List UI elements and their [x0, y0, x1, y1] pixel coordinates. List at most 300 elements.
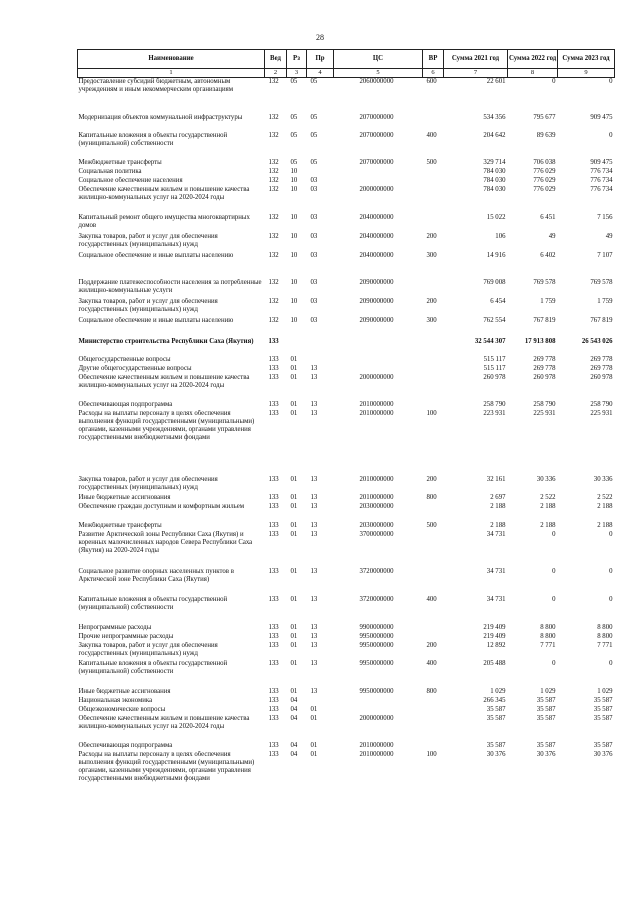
- row-sum-2021: 2 188: [490, 521, 506, 529]
- header-sum-2021: Сумма 2021 год: [444, 50, 508, 69]
- table-body: [78, 78, 615, 797]
- row-sum-2021: 15 022: [486, 213, 506, 221]
- row-sum-2022: 6 402: [540, 251, 556, 259]
- row-cs: 9950000000: [359, 659, 394, 667]
- row-sum-2022: 269 778: [533, 364, 556, 372]
- col-number: 1: [78, 69, 265, 78]
- row-cs: [334, 697, 423, 706]
- table-row: [78, 186, 615, 214]
- row-ved: 133: [268, 521, 279, 529]
- row-cs: 2090000000: [359, 278, 394, 286]
- row-sum-2022: 8 800: [540, 632, 556, 640]
- page-number: 28: [316, 33, 324, 42]
- row-sum-2021: 204 642: [483, 131, 506, 139]
- row-name: Межбюджетные трансферты: [78, 521, 162, 529]
- row-sum-2021: 6 454: [490, 297, 506, 305]
- header-row: [78, 50, 615, 69]
- row-sum-2022: 795 677: [533, 113, 556, 121]
- row-sum-2022: 767 819: [533, 316, 556, 324]
- row-vr: [423, 365, 444, 374]
- row-sum-2022: 225 931: [533, 409, 556, 417]
- row-name: Социальное обеспечение населения: [78, 176, 183, 184]
- row-ved: 132: [268, 158, 279, 166]
- row-pr: 13: [310, 409, 318, 417]
- row-vr: [423, 531, 444, 568]
- table-row: [78, 233, 615, 252]
- row-sum-2021: 266 345: [483, 696, 506, 704]
- col-number: 6: [423, 69, 444, 78]
- table-row: [78, 252, 615, 279]
- row-name: Обеспечивающая подпрограмма: [78, 400, 173, 408]
- row-cs: 2010000000: [359, 409, 394, 417]
- row-vr: 400: [426, 131, 437, 139]
- row-cs: 2070000000: [359, 113, 394, 121]
- row-rz: 01: [290, 364, 298, 372]
- row-sum-2023: 0: [609, 131, 613, 139]
- row-rz: 10: [290, 251, 298, 259]
- row-vr: [423, 697, 444, 706]
- table-row: [78, 624, 615, 633]
- row-name: Капитальные вложения в объекты государственной (муниципальной) собственности: [78, 131, 228, 147]
- row-pr: 13: [310, 400, 318, 408]
- row-pr: 13: [310, 641, 318, 649]
- table-row: [78, 751, 615, 797]
- row-pr: 03: [310, 213, 318, 221]
- row-sum-2021: 34 731: [486, 530, 506, 538]
- row-sum-2023: 8 800: [597, 632, 613, 640]
- row-sum-2022: 0: [552, 530, 556, 538]
- row-cs: [334, 177, 423, 186]
- row-rz: 04: [290, 750, 298, 758]
- row-name: Иные бюджетные ассигнования: [78, 687, 171, 695]
- row-sum-2022: 706 038: [533, 158, 556, 166]
- header-rz: Рз: [287, 50, 307, 69]
- row-pr: 03: [310, 297, 318, 305]
- row-sum-2021: 219 409: [483, 623, 506, 631]
- row-name: Социальное обеспечение и иные выплаты населению: [78, 251, 234, 259]
- row-ved: 132: [268, 297, 279, 305]
- row-sum-2022: 0: [552, 595, 556, 603]
- row-sum-2021: 515 117: [483, 364, 506, 372]
- row-pr: 03: [310, 316, 318, 324]
- row-name: Обеспечение качественным жильем и повышение качества жилищно-коммунальных услуг на 2020-2024 годы: [78, 185, 250, 201]
- row-ved: 133: [268, 641, 279, 649]
- row-sum-2023: 26 543 026: [581, 337, 613, 345]
- table-row: [78, 715, 615, 742]
- row-rz: 01: [290, 409, 298, 417]
- row-cs: 3720000000: [359, 595, 394, 603]
- row-ved: 132: [268, 167, 279, 175]
- row-rz: 10: [290, 176, 298, 184]
- row-vr: 800: [426, 493, 437, 501]
- row-pr: 05: [310, 113, 318, 121]
- row-sum-2022: 260 978: [533, 373, 556, 381]
- row-cs: 3720000000: [359, 567, 394, 575]
- table-row: [78, 177, 615, 186]
- row-name: Капитальные вложения в объекты государственной (муниципальной) собственности: [78, 659, 228, 675]
- row-pr: [307, 338, 334, 356]
- row-sum-2023: 1 029: [597, 687, 613, 695]
- row-cs: [334, 706, 423, 715]
- row-sum-2021: 22 601: [486, 78, 506, 85]
- row-cs: 2010000000: [359, 493, 394, 501]
- row-vr: [423, 633, 444, 642]
- row-sum-2022: 776 029: [533, 185, 556, 193]
- row-rz: 04: [290, 714, 298, 722]
- row-sum-2023: 35 587: [593, 705, 613, 713]
- row-vr: [423, 374, 444, 401]
- row-ved: 132: [268, 232, 279, 240]
- row-rz: 04: [290, 696, 298, 704]
- row-name: Закупка товаров, работ и услуг для обеспечения государственных (муниципальных) нужд: [78, 297, 218, 313]
- table-row: [78, 522, 615, 531]
- row-name: Капитальные вложения в объекты государственной (муниципальной) собственности: [78, 595, 228, 611]
- row-sum-2021: 762 554: [483, 316, 506, 324]
- row-ved: 133: [268, 493, 279, 501]
- row-vr: [423, 568, 444, 596]
- row-cs: 2070000000: [359, 131, 394, 139]
- table-row: [78, 568, 615, 596]
- row-sum-2023: 776 734: [590, 185, 613, 193]
- row-sum-2022: 8 800: [540, 623, 556, 631]
- row-ved: 133: [268, 696, 279, 704]
- row-sum-2021: 106: [495, 232, 506, 240]
- row-vr: 100: [426, 409, 437, 417]
- row-cs: 2060000000: [359, 78, 394, 85]
- row-sum-2021: 1 029: [490, 687, 506, 695]
- col-number: 7: [444, 69, 508, 78]
- row-ved: 132: [268, 251, 279, 259]
- row-sum-2021: 14 916: [486, 251, 506, 259]
- row-cs: 2010000000: [359, 475, 394, 483]
- row-name: Обеспечивающая подпрограмма: [78, 741, 173, 749]
- row-sum-2022: 7 771: [540, 641, 556, 649]
- row-sum-2021: 32 544 307: [474, 337, 506, 345]
- row-pr: 13: [310, 659, 318, 667]
- row-sum-2023: 0: [609, 659, 613, 667]
- row-cs: 2010000000: [359, 400, 394, 408]
- row-ved: 133: [268, 530, 279, 538]
- row-sum-2021: 35 587: [486, 741, 506, 749]
- col-number: 4: [307, 69, 334, 78]
- table-row: [78, 660, 615, 688]
- row-sum-2022: 1 759: [540, 297, 556, 305]
- col-number: 9: [558, 69, 615, 78]
- row-ved: 132: [268, 131, 279, 139]
- row-sum-2023: 776 734: [590, 176, 613, 184]
- row-pr: 01: [310, 714, 318, 722]
- row-vr: [423, 214, 444, 233]
- table-row: [78, 410, 615, 476]
- row-pr: 13: [310, 493, 318, 501]
- row-sum-2023: 0: [609, 567, 613, 575]
- row-cs: 2010000000: [359, 741, 394, 749]
- row-ved: 133: [268, 623, 279, 631]
- row-name: Иные бюджетные ассигнования: [78, 493, 171, 501]
- row-sum-2023: 30 336: [593, 475, 613, 483]
- row-vr: 200: [426, 297, 437, 305]
- table-row: [78, 476, 615, 494]
- row-name: Межбюджетные трансферты: [78, 158, 162, 166]
- header-pr: Пр: [307, 50, 334, 69]
- row-name: Другие общегосударственные вопросы: [78, 364, 192, 372]
- row-vr: [423, 279, 444, 298]
- row-pr: 03: [310, 251, 318, 259]
- row-ved: 132: [268, 113, 279, 121]
- row-sum-2021: 534 356: [483, 113, 506, 121]
- row-sum-2021: 12 892: [486, 641, 506, 649]
- row-sum-2022: 2 188: [540, 521, 556, 529]
- row-pr: 05: [310, 131, 318, 139]
- col-number: 8: [508, 69, 558, 78]
- row-cs: 2000000000: [359, 185, 394, 193]
- row-rz: 01: [290, 400, 298, 408]
- row-cs: [334, 338, 423, 356]
- row-vr: [423, 168, 444, 177]
- row-pr: [307, 356, 334, 365]
- row-ved: 132: [268, 78, 279, 85]
- row-vr: 800: [426, 687, 437, 695]
- row-cs: 2040000000: [359, 251, 394, 259]
- row-cs: 2070000000: [359, 158, 394, 166]
- row-name: Закупка товаров, работ и услуг для обеспечения государственных (муниципальных) нужд: [78, 641, 218, 657]
- row-sum-2022: 6 451: [540, 213, 556, 221]
- row-sum-2022: 2 188: [540, 502, 556, 510]
- table-row: [78, 114, 615, 132]
- row-sum-2023: 909 475: [590, 158, 613, 166]
- row-vr: [423, 338, 444, 356]
- row-pr: 13: [310, 567, 318, 575]
- row-ved: 133: [268, 714, 279, 722]
- row-sum-2021: 260 978: [483, 373, 506, 381]
- row-rz: 01: [290, 659, 298, 667]
- row-name: Общеэкономические вопросы: [78, 705, 166, 713]
- row-rz: 05: [290, 131, 298, 139]
- row-sum-2022: 30 336: [536, 475, 556, 483]
- row-ved: 132: [268, 185, 279, 193]
- column-number-row: [78, 69, 615, 78]
- row-name: Обеспечение качественным жильем и повышение качества жилищно-коммунальных услуг на 2020-2024 годы: [78, 714, 250, 730]
- row-rz: 04: [290, 705, 298, 713]
- row-rz: 01: [290, 493, 298, 501]
- row-cs: 9950000000: [359, 632, 394, 640]
- row-name: Предоставление субсидий бюджетным, автономным учреждениям и иным некоммерческим организациям: [78, 78, 234, 93]
- row-ved: 132: [268, 278, 279, 286]
- budget-table: [77, 49, 615, 797]
- row-pr: 01: [310, 750, 318, 758]
- row-rz: 01: [290, 521, 298, 529]
- row-ved: 133: [268, 409, 279, 417]
- row-sum-2023: 2 188: [597, 502, 613, 510]
- row-sum-2022: 89 639: [536, 131, 556, 139]
- row-rz: 01: [290, 595, 298, 603]
- table-row: [78, 78, 615, 114]
- row-sum-2021: 30 376: [486, 750, 506, 758]
- row-pr: 01: [310, 741, 318, 749]
- row-sum-2021: 34 731: [486, 567, 506, 575]
- row-sum-2021: 515 117: [483, 355, 506, 363]
- row-sum-2022: 35 587: [536, 705, 556, 713]
- row-rz: 10: [290, 232, 298, 240]
- row-sum-2023: 1 759: [597, 297, 613, 305]
- row-rz: 01: [290, 567, 298, 575]
- row-pr: 13: [310, 521, 318, 529]
- row-cs: 2030000000: [359, 502, 394, 510]
- table-row: [78, 338, 615, 356]
- row-vr: [423, 706, 444, 715]
- row-pr: 13: [310, 623, 318, 631]
- row-cs: 3700000000: [359, 530, 394, 538]
- row-name: Поддержание платежеспособности населения за потребленные жилищно-коммунальные услуги: [78, 278, 262, 294]
- row-vr: 500: [426, 158, 437, 166]
- row-rz: 01: [290, 623, 298, 631]
- row-vr: [423, 503, 444, 522]
- row-name: Обеспечение граждан доступным и комфортным жильем: [78, 502, 245, 510]
- row-ved: 133: [268, 741, 279, 749]
- row-sum-2021: 784 030: [483, 167, 506, 175]
- row-sum-2022: 269 778: [533, 355, 556, 363]
- row-ved: 133: [268, 337, 279, 345]
- table-row: [78, 742, 615, 751]
- row-sum-2023: 260 978: [590, 373, 613, 381]
- row-pr: 13: [310, 373, 318, 381]
- row-name: Капитальный ремонт общего имущества многоквартирных домов: [78, 213, 250, 229]
- row-pr: 13: [310, 595, 318, 603]
- row-rz: 10: [290, 278, 298, 286]
- row-sum-2022: 0: [552, 78, 556, 85]
- row-rz: 01: [290, 355, 298, 363]
- row-sum-2022: 35 587: [536, 741, 556, 749]
- row-vr: 100: [426, 750, 437, 758]
- row-name: Социальная политика: [78, 167, 142, 175]
- table-row: [78, 633, 615, 642]
- row-sum-2022: 0: [552, 567, 556, 575]
- row-sum-2022: 769 578: [533, 278, 556, 286]
- row-ved: 133: [268, 595, 279, 603]
- row-name: Прочие непрограммные расходы: [78, 632, 174, 640]
- row-ved: 133: [268, 567, 279, 575]
- row-sum-2021: 205 488: [483, 659, 506, 667]
- row-sum-2021: 784 030: [483, 185, 506, 193]
- row-name: Национальная экономика: [78, 696, 153, 704]
- row-rz: 10: [290, 316, 298, 324]
- row-rz: [287, 338, 307, 356]
- row-ved: 133: [268, 373, 279, 381]
- row-pr: 05: [310, 78, 318, 85]
- row-sum-2022: 35 587: [536, 714, 556, 722]
- row-sum-2023: 30 376: [593, 750, 613, 758]
- col-number: 2: [265, 69, 287, 78]
- row-vr: [423, 742, 444, 751]
- row-sum-2021: 223 931: [483, 409, 506, 417]
- row-ved: 133: [268, 502, 279, 510]
- row-pr: 13: [310, 687, 318, 695]
- row-pr: 13: [310, 530, 318, 538]
- row-pr: 01: [310, 705, 318, 713]
- header-sum-2023: Сумма 2023 год: [558, 50, 615, 69]
- row-name: Расходы на выплаты персоналу в целях обеспечения выполнения функций государственными (муниципальными) органами, казенными учреждениями, органами управления государственными внебюджетными фондами: [78, 409, 255, 441]
- row-cs: 2000000000: [359, 373, 394, 381]
- row-name: Расходы на выплаты персоналу в целях обеспечения выполнения функций государственными (муниципальными) органами, казенными учреждениями, органами управления государственными внебюджетными фондами: [78, 750, 255, 782]
- row-rz: 10: [290, 185, 298, 193]
- table-row: [78, 596, 615, 624]
- table-row: [78, 279, 615, 298]
- row-cs: [334, 168, 423, 177]
- row-ved: 133: [268, 750, 279, 758]
- row-sum-2022: 30 376: [536, 750, 556, 758]
- row-cs: 9950000000: [359, 641, 394, 649]
- row-vr: [423, 186, 444, 214]
- row-cs: 2040000000: [359, 232, 394, 240]
- row-vr: 500: [426, 521, 437, 529]
- row-vr: [423, 715, 444, 742]
- row-sum-2023: 776 734: [590, 167, 613, 175]
- row-sum-2023: 0: [609, 78, 613, 85]
- row-sum-2023: 7 107: [597, 251, 613, 259]
- row-ved: 132: [268, 213, 279, 221]
- row-vr: [423, 624, 444, 633]
- row-sum-2021: 329 714: [483, 158, 506, 166]
- row-rz: 10: [290, 213, 298, 221]
- table-row: [78, 298, 615, 317]
- row-sum-2022: 776 029: [533, 176, 556, 184]
- row-sum-2022: 1 029: [540, 687, 556, 695]
- table-row: [78, 374, 615, 401]
- row-rz: 01: [290, 687, 298, 695]
- row-cs: 9950000000: [359, 687, 394, 695]
- row-vr: 400: [426, 659, 437, 667]
- col-number: 5: [334, 69, 423, 78]
- row-ved: 133: [268, 687, 279, 695]
- row-ved: 133: [268, 364, 279, 372]
- row-sum-2023: 225 931: [590, 409, 613, 417]
- row-ved: 133: [268, 705, 279, 713]
- row-ved: 133: [268, 400, 279, 408]
- row-name: Непрограммные расходы: [78, 623, 152, 631]
- row-name: Общегосударственные вопросы: [78, 355, 171, 363]
- row-ved: 133: [268, 475, 279, 483]
- row-cs: 2010000000: [359, 750, 394, 758]
- row-cs: [334, 365, 423, 374]
- row-name: Социальное развитие опорных населенных пунктов в Арктической зоне Республики Саха (Якутия): [78, 567, 234, 583]
- row-sum-2023: 35 587: [593, 696, 613, 704]
- row-sum-2021: 769 008: [483, 278, 506, 286]
- row-sum-2023: 7 156: [597, 213, 613, 221]
- row-sum-2023: 7 771: [597, 641, 613, 649]
- row-vr: 300: [426, 251, 437, 259]
- row-sum-2023: 2 522: [597, 493, 613, 501]
- row-sum-2023: 769 578: [590, 278, 613, 286]
- row-pr: 03: [310, 185, 318, 193]
- table-row: [78, 365, 615, 374]
- row-pr: 13: [310, 632, 318, 640]
- table-row: [78, 214, 615, 233]
- row-vr: 400: [426, 595, 437, 603]
- row-sum-2023: 35 587: [593, 714, 613, 722]
- row-pr: [307, 168, 334, 177]
- row-name: Модернизация объектов коммунальной инфраструктуры: [78, 113, 243, 121]
- row-cs: 2030000000: [359, 521, 394, 529]
- row-sum-2021: 258 790: [483, 400, 506, 408]
- row-sum-2022: 49: [548, 232, 556, 240]
- table-row: [78, 401, 615, 410]
- header-vr: ВР: [423, 50, 444, 69]
- header-name: Наименование: [78, 50, 265, 69]
- header-cs: ЦС: [334, 50, 423, 69]
- row-sum-2023: 258 790: [590, 400, 613, 408]
- row-sum-2023: 0: [609, 530, 613, 538]
- table-row: [78, 706, 615, 715]
